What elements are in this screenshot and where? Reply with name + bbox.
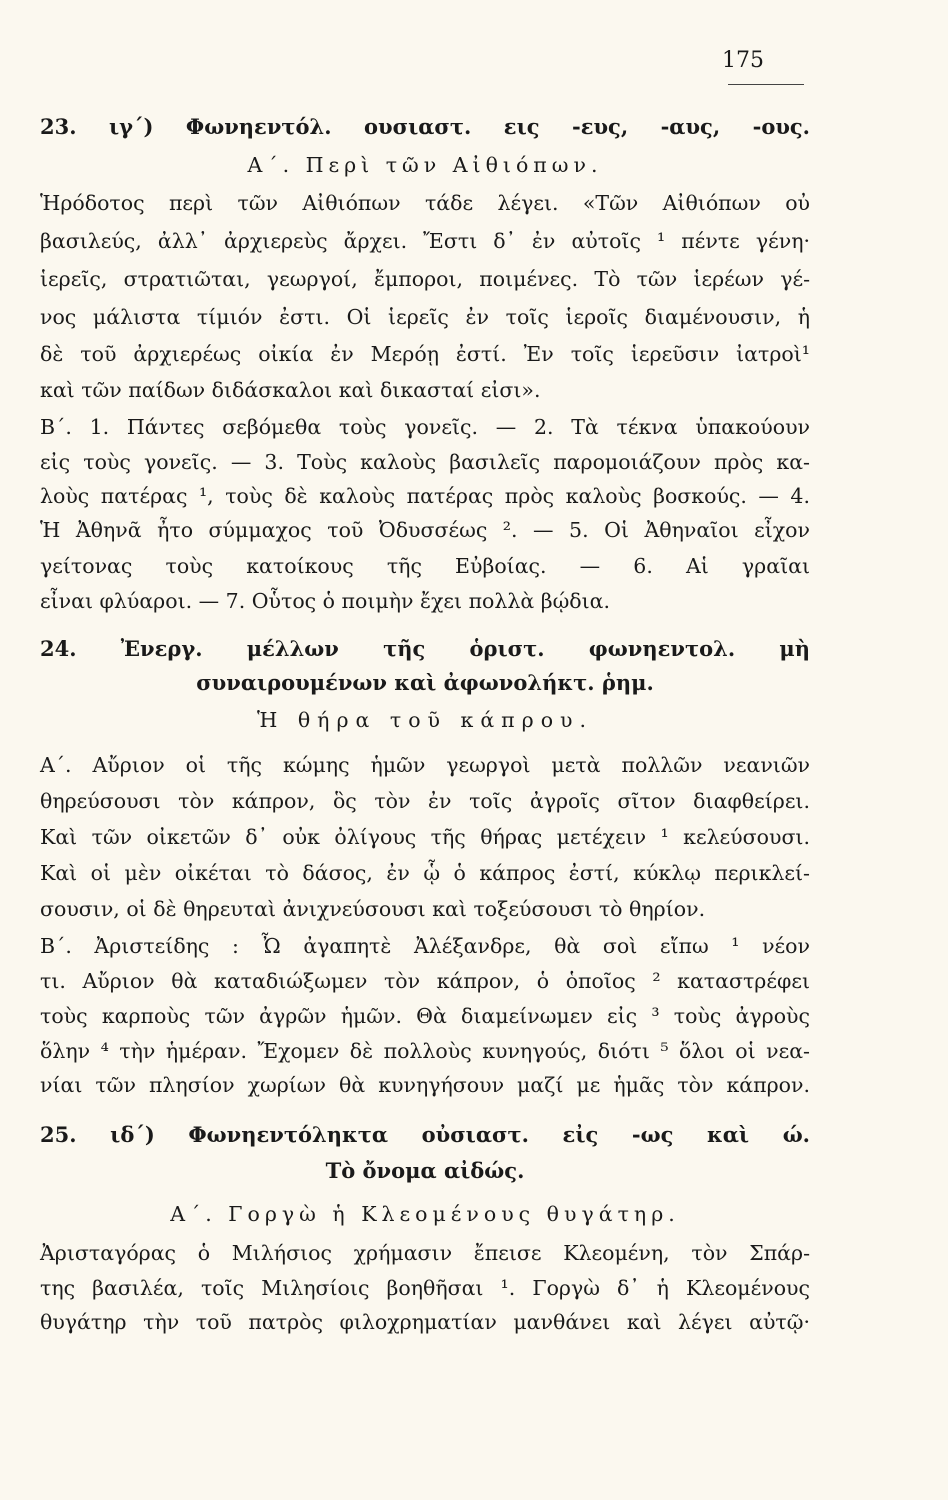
text-line: τοὺς καρποὺς τῶν ἀγρῶν ἡμῶν. Θὰ διαμείνωμεν εἰς ³ τοὺς ἀγροὺς <box>40 1004 810 1028</box>
section-23-heading: 23. ιγ΄) Φωνηεντόλ. ουσιαστ. εις -ευς, -αυς, -ους. <box>40 114 810 139</box>
text-line: θυγάτηρ τὴν τοῦ πατρὸς φιλοχρηματίαν μανθάνει καὶ λέγει αὐτῷ· <box>40 1310 810 1334</box>
text-line: Καὶ τῶν οἰκετῶν δ᾽ οὐκ ὀλίγους τῆς θήρας μετέχειν ¹ κελεύσουσι. <box>40 825 810 849</box>
section-25-heading: 25. ιδ΄) Φωνηεντόληκτα οὐσιαστ. εἰς -ως καὶ ώ. <box>40 1122 810 1147</box>
section-23-title: Α΄. Περὶ τῶν Αἰθιόπων. <box>247 153 603 177</box>
text-line: βασιλεύς, ἀλλ᾽ ἀρχιερεὺς ἄρχει. Ἔστι δ᾽ ἐν αὐτοῖς ¹ πέντε γένη· <box>40 229 810 253</box>
text-line: Καὶ οἱ μὲν οἰκέται τὸ δάσος, ἐν ᾧ ὁ κάπρος ἐστί, κύκλῳ περικλεί- <box>40 861 810 885</box>
text-line: δὲ τοῦ ἀρχιερέως οἰκία ἐν Μερόῃ ἐστί. Ἐν τοῖς ἱερεῦσιν ἰατροὶ¹ <box>40 342 810 366</box>
page-number-rule <box>728 84 804 85</box>
text-line: σουσιν, οἱ δὲ θηρευταὶ ἀνιχνεύσουσι καὶ τοξεύσουσι τὸ θηρίον. <box>40 897 706 921</box>
section-25-heading-cont: Τὸ ὄνομα αἰδώς. <box>325 1158 525 1183</box>
text-line: Β΄. Ἀριστείδης : Ὦ ἀγαπητὲ Ἀλέξανδρε, θὰ σοὶ εἴπω ¹ νέον <box>40 934 810 958</box>
text-line: Ἡρόδοτος περὶ τῶν Αἰθιόπων τάδε λέγει. «Τῶν Αἰθιόπων οὐ <box>40 191 810 215</box>
text-line: Ἡ Ἀθηνᾶ ἦτο σύμμαχος τοῦ Ὀδυσσέως ². — 5. Οἱ Ἀθηναῖοι εἶχον <box>40 518 810 542</box>
text-line: εἰς τοὺς γονεῖς. — 3. Τοὺς καλοὺς βασιλεῖς παρομοιάζουν πρὸς κα- <box>40 450 810 474</box>
text-line: της βασιλέα, τοῖς Μιλησίοις βοηθῆσαι ¹. Γοργὼ δ᾽ ἡ Κλεομένους <box>40 1276 810 1300</box>
text-line: ἱερεῖς, στρατιῶται, γεωργοί, ἔμποροι, ποιμένες. Τὸ τῶν ἱερέων γέ- <box>40 267 810 291</box>
text-line: νος μάλιστα τίμιόν ἐστι. Οἱ ἱερεῖς ἐν τοῖς ἱεροῖς διαμένουσιν, ἡ <box>40 305 810 329</box>
text-line: ὅλην ⁴ τὴν ἡμέραν. Ἔχομεν δὲ πολλοὺς κυνηγούς, διότι ⁵ ὅλοι οἱ νεα- <box>40 1039 810 1063</box>
text-line: θηρεύσουσι τὸν κάπρον, ὃς τὸν ἐν τοῖς ἀγροῖς σῖτον διαφθείρει. <box>40 789 810 813</box>
text-line: εἶναι φλύαροι. — 7. Οὗτος ὁ ποιμὴν ἔχει πολλὰ βῴδια. <box>40 589 611 613</box>
section-24-heading-cont: συναιρουμένων καὶ ἀφωνολήκτ. ῥημ. <box>196 670 654 695</box>
section-25-title: Α΄. Γοργὼ ἡ Κλεομένους θυγάτηρ. <box>170 1202 680 1226</box>
text-line: Ἀρισταγόρας ὁ Μιλήσιος χρήμασιν ἔπεισε Κλεομένη, τὸν Σπάρ- <box>40 1241 810 1265</box>
text-line: λοὺς πατέρας ¹, τοὺς δὲ καλοὺς πατέρας πρὸς καλοὺς βοσκούς. — 4. <box>40 484 810 508</box>
text-line: καὶ τῶν παίδων διδάσκαλοι καὶ δικασταί εἰσι». <box>40 378 541 402</box>
text-line: τι. Αὔριον θὰ καταδιώξωμεν τὸν κάπρον, ὁ ὁποῖος ² καταστρέφει <box>40 969 810 993</box>
text-line: Α΄. Αὔριον οἱ τῆς κώμης ἡμῶν γεωργοὶ μετὰ πολλῶν νεανιῶν <box>40 753 810 777</box>
text-line: νίαι τῶν πλησίον χωρίων θὰ κυνηγήσουν μαζί με ἡμᾶς τὸν κάπρον. <box>40 1073 810 1097</box>
page-number: 175 <box>722 48 764 73</box>
text-line: γείτονας τοὺς κατοίκους τῆς Εὐβοίας. — 6. Αἱ γραῖαι <box>40 554 810 578</box>
section-24-heading: 24. Ἐνεργ. μέλλων τῆς ὁριστ. φωνηεντολ. μὴ <box>40 636 810 661</box>
section-24-title: Ἡ θήρα τοῦ κάπρου. <box>256 708 594 732</box>
text-line: Β΄. 1. Πάντες σεβόμεθα τοὺς γονεῖς. — 2. Τὰ τέκνα ὑπακούουν <box>40 415 810 439</box>
